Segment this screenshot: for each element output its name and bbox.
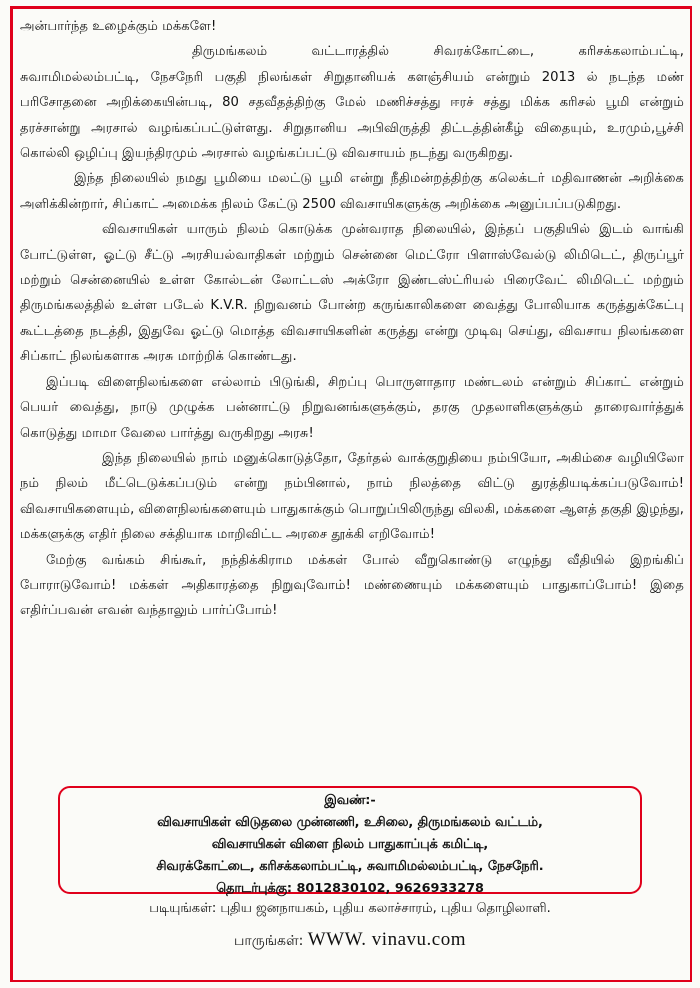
contact-label: தொடர்புக்கு: — [216, 881, 293, 896]
paragraph-soil-certification: திருமங்கலம் வட்டாரத்தில் சிவரக்கோட்டை, கரிசக்கலாம்பட்டி, சுவாமிமல்லம்பட்டி, நேசநேரி பகுதி நிலங்கள் சிறுதானியக் களஞ்சியம் என்றும் 2013 ல் நடந்த மண் பரிசோதனை அறிக்கையின்படி, 80 சதவீதத்திற்கு மேல் மணிச்சத்து ஈரச் சத்து மிக்க கரிசல் பூமி என்றும் தரச்சான்று அரசால் வழங்கப்பட்டுள்ளது. சிறுதானிய அபிவிருத்தி திட்டத்தின்கீழ் விதையும், உரமும்,பூச்சி கொல்லி ஒழிப்பு இயந்திரமும் அரசால் வழங்கப்பட்டு விவசாயம் நடந்து வருகிறது. — [20, 44, 684, 162]
issuer-line-1: விவசாயிகள் விடுதலை முன்னணி, உசிலை, திருமங்கலம் வட்டம், — [157, 815, 543, 830]
paragraph-call-to-resist: இந்த நிலையில் நாம் மனுக்கொடுத்தோ, தேர்தல் வாக்குறுதியை நம்பியோ, அகிம்சை வழியிலோ நம் நிலம் மீட்டெடுக்கப்படும் என்று நம்பினால், நாம் நிலத்தை விட்டு துரத்தியடிக்கப்படுவோம்! விவசாயிகளையும், விளைநிலங்களையும் பாதுகாக்கும் பொறுப்பிலிருந்து விலகி, மக்களை ஆளத் தகுதி இழந்து, மக்களுக்கு எதிர் நிலை சக்தியாக மாறிவிட்ட அரசை தூக்கி எறிவோம்! — [20, 450, 684, 543]
contact-line — [60, 878, 640, 900]
issuer-label: இவண்:- — [324, 793, 376, 808]
read-line: படியுங்கள்: புதிய ஜனநாயகம், புதிய கலாச்சாரம், புதிய தொழிலாளி. — [149, 901, 551, 916]
contact-phones: 8012830102, 9626933278 — [296, 881, 484, 896]
website-link[interactable]: WWW. vinavu.com — [307, 929, 466, 950]
paragraph-slogans: மேற்கு வங்கம் சிங்கூர், நந்திக்கிராம மக்கள் போல் வீறுகொண்டு எழுந்து வீதியில் இறங்கிப் போராடுவோம்! மக்கள் அதிகாரத்தை நிறுவுவோம்! மண்ணையும் மக்களையும் பாதுகாப்போம்! இதை எதிர்ப்பவன் எவன் வந்தாலும் பார்ப்போம்! — [20, 552, 684, 619]
issuer-line-2: விவசாயிகள் விளை நிலம் பாதுகாப்புக் கமிட்டி, — [211, 837, 489, 852]
paragraph-land-grab: இப்படி விளைநிலங்களை எல்லாம் பிடுங்கி, சிறப்பு பொருளாதார மண்டலம் என்றும் சிப்காட் என்றும் பெயர் வைத்து, நாடு முழுக்க பன்னாட்டு நிறுவனங்களுக்கும், தரகு முதலாளிகளுக்கும் தாரைவார்த்துக் கொடுத்து மாமா வேலை பார்த்து வருகிறது அரசு! — [20, 374, 684, 441]
pamphlet-body — [20, 14, 684, 624]
paragraph-fake-consultation: விவசாயிகள் யாரும் நிலம் கொடுக்க முன்வராத நிலையில், இந்தப் பகுதியில் இடம் வாங்கி போட்டுள்ள, ஓட்டு சீட்டு அரசியல்வாதிகள் மற்றும் சென்னை மெட்ரோ பிளாஸ்வேல்டு லிமிடெட், திருப்பூர் மற்றும் சென்னையில் உள்ள கோல்டன் லோட்டஸ் அக்ரோ இண்டஸ்ட்ரியல் பிரைவேட் லிமிடெட் மற்றும் திருமங்கலத்தில் உள்ள படேல் K.V.R. நிறுவனம் போன்ற கருங்காலிகளை வைத்து போலியாக கருத்துக்கேட்பு கூட்டத்தை நடத்தி, இதுவே ஓட்டு மொத்த விவசாயிகளின் கருத்து என்று முடிவு செய்து, விவசாய நிலங்களை சிப்காட் நிலங்களாக அரசு மாற்றிக் கொண்டது. — [20, 222, 684, 365]
paragraph-collector-report: இந்த நிலையில் நமது பூமியை மலட்டு பூமி என்று நீதிமன்றத்திற்கு கலெக்டர் மதிவாணன் அறிக்கை அளிக்கின்றார், சிப்காட் அமைக்க நிலம் கேட்டு 2500 விவசாயிகளுக்கு அறிக்கை அனுப்பப்படுகிறது. — [20, 171, 684, 212]
issuer-box — [58, 786, 642, 894]
greeting: அன்பார்ந்த உழைக்கும் மக்களே! — [20, 19, 217, 34]
see-line — [0, 929, 700, 951]
issuer-line-3: சிவரக்கோட்டை, கரிசக்கலாம்பட்டி, சுவாமிமல்லம்பட்டி, நேசநேரி. — [156, 859, 544, 874]
see-label: பாருங்கள்: — [234, 933, 304, 949]
